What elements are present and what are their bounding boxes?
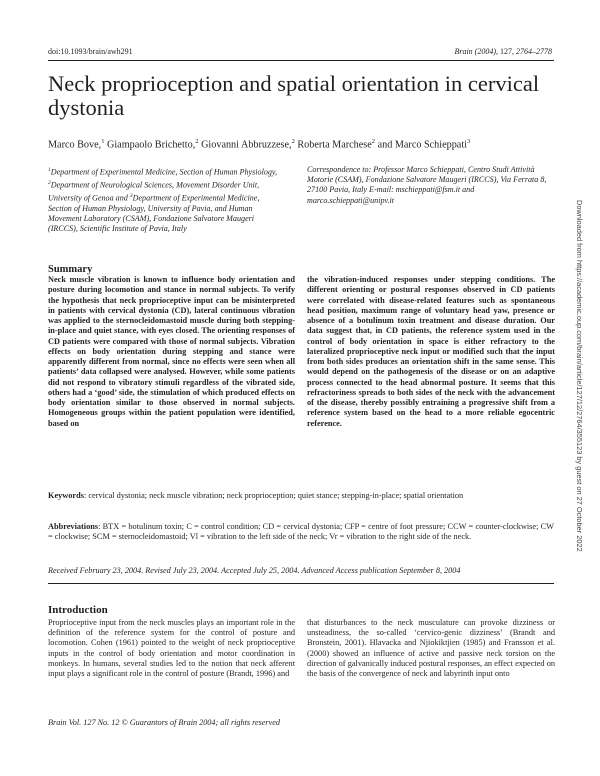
author-name: and Marco Schieppati: [377, 139, 467, 151]
keywords: [48, 491, 554, 501]
introduction-heading: Introduction: [48, 604, 108, 616]
affiliation-3: Department of Experimental Medicine, Section of Human Physiology, University of Pavia, and Human Movement Laboratory (CSAM), Fondazione Salvatore Maugeri (IRCCS), Scientific Institute of Pavia, Italy: [48, 193, 260, 234]
author-affil-sup: 2: [291, 138, 295, 145]
doi[interactable]: doi:10.1093/brain/awh291: [48, 47, 133, 56]
keywords-label: Keywords: [48, 491, 84, 500]
journal-pages: 2764–2778: [516, 47, 552, 56]
download-notice[interactable]: Downloaded from https://academic.oup.com/brain/article/127/12/2764/355123 by guest on 27 October 2022: [575, 200, 584, 552]
journal-name: Brain: [454, 47, 473, 56]
abbreviations-label: Abbreviations: [48, 522, 99, 531]
header-rule: [48, 60, 554, 61]
affil-sup: 2: [48, 179, 51, 186]
abbreviations-text: : BTX = botulinum toxin; C = control condition; CD = cervical dystonia; CFP = centre of foot pressure; CCW = counter-clockwise; CW = clockwise; SCM = sternocleidomastoid; Vl = vibration to the left side of the neck; Vr = vibration to the right side of the neck.: [48, 522, 554, 542]
footer-copyright: Brain Vol. 127 No. 12 © Guarantors of Brain 2004; all rights reserved: [48, 718, 280, 727]
author-affil-sup: 2: [371, 138, 376, 145]
received-dates: Received February 23, 2004. Revised July 23, 2004. Accepted July 25, 2004. Advanced Access publication September 8, 2004: [48, 566, 461, 575]
journal-volume: 127,: [500, 47, 514, 56]
author-affil-sup: 3: [467, 138, 471, 145]
author-name: Giampaolo Brichetto,: [106, 139, 196, 151]
page-title: Neck proprioception and spatial orientation in cervical dystonia: [48, 71, 540, 120]
summary-right-column: the vibration-induced responses under stepping conditions. The different orienting or postural responses observed in CD patients were correlated with disease-related features such as spontaneous head position, maximum range of voluntary head yaw, presence or absence of a botulinum toxin treatment and disease duration. Our data suggest that, in CD patients, the reference system used in the control of body orientation in space is either refractory to the lateralized proprioceptive neck input or modified such that the input from both sides produces an orientation shift in the same sense. This would depend on the pathogenesis of the disease or on an adaptive process connected to the head abnormal posture. It seems that this refractoriness spreads to both sides of the neck with the advancement of the disease, thereby possibly entraining a progressive shift from a reference system based on the head to a more reliable egocentric reference.: [307, 275, 555, 428]
author-affil-sup: 1: [101, 138, 105, 145]
journal-year: (2004),: [474, 47, 498, 56]
correspondence: Correspondence to: Professor Marco Schieppati, Centro Studi Attività Motorie (CSAM), Fondazione Salvatore Maugeri (IRCCS), Via Ferrata 8, 27100 Pavia, Italy E-mail: mschieppati@fsm.it and marco.schieppati@unipv.it: [307, 165, 547, 205]
introduction-right-column: that disturbances to the neck musculature can provoke dizziness or unsteadiness, the so-called ‘cervico-genic dizziness’ (Brandt and Bronstein, 2001). Hlavacka and Njiokiktjien (1985) and Fransson et al. (2000) showed an influence of active and passive neck torsion on the direction of galvanically induced postural responses, an effect expected on the basis of the convergence of neck and labyrinth input onto: [307, 618, 555, 679]
author-name: Giovanni Abbruzzese,: [201, 139, 292, 151]
affiliations: [48, 165, 284, 234]
author-name: Marco Bove,: [48, 139, 102, 151]
download-sidebar: [572, 200, 586, 640]
section-rule: [48, 583, 554, 584]
author-list: [48, 138, 568, 150]
affil-sup: 3: [129, 192, 133, 199]
affil-sup: 1: [48, 167, 51, 173]
affiliation-2: Department of Neurological Sciences, Movement Disorder Unit, University of Genoa and: [48, 180, 260, 203]
author-affil-sup: 2: [195, 138, 199, 145]
author-name: Roberta Marchese: [297, 139, 372, 151]
introduction-left-column: Proprioceptive input from the neck muscles plays an important role in the definition of the reference system for the control of posture and locomotion. Cohen (1961) pointed to the weight of neck proprioceptive inputs in the control of body orientation and motor coordination in monkeys. In humans, several studies led to the notion that neck afferent input plays a significant role in the control of posture (Brandt, 1996) and: [48, 618, 295, 679]
summary-heading: Summary: [48, 264, 93, 275]
summary-left-column: Neck muscle vibration is known to influence body orientation and posture during locomotion and stance in normal subjects. To verify the hypothesis that neck proprioceptive input can be misinterpreted in patients with cervical dystonia (CD), lateral continuous vibration was applied to the sternocleidomastoid muscle during both stepping-in-place and quiet stance, with eyes closed. The orienting responses of CD patients were compared with those of normal subjects. Vibration effects on body orientation during stepping and stance were apparently different from normal, since no effects were seen when all patients’ data collapsed were analysed. However, while some patients did not respond to vibratory stimuli regardless of the vibrated side, others had a ‘good’ side, the stimulation of which produced effects on body orientation similar to those observed in normal subjects. Homogeneous groups within the patient population were identified, based on: [48, 275, 295, 428]
abbreviations: [48, 522, 554, 542]
journal-citation: [454, 47, 552, 56]
affiliation-1: Department of Experimental Medicine, Section of Human Physiology,: [50, 167, 278, 177]
keywords-text: : cervical dystonia; neck muscle vibration; neck proprioception; quiet stance; stepping-in-place; spatial orientation: [83, 491, 464, 500]
